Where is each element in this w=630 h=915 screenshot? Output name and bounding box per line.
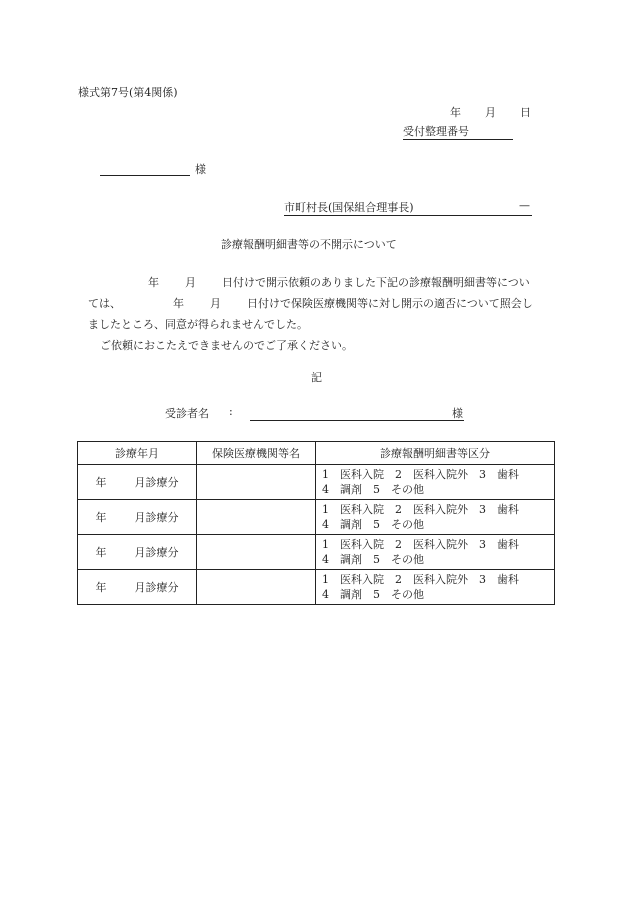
claim-type-line-2: 4 調剤 5 その他 [322,518,424,531]
patient-colon: : [229,405,233,418]
treatment-month-cell [78,570,197,605]
sender-dash: — [519,199,530,212]
body-line-2 [80,293,555,314]
date-day: 日 [520,106,531,119]
claim-type-line-1: 1 医科入院 2 医科入院外 3 歯科 [322,573,519,586]
claim-type-line-1: 1 医科入院 2 医科入院外 3 歯科 [322,538,519,551]
institution-cell [197,465,316,500]
row-month: 月診療分 [134,546,179,559]
claims-table [77,441,555,605]
claim-type-cell [316,570,555,605]
receipt-number-label: 受付整理番号 [403,123,513,140]
body-line2-month: 月 [210,297,221,310]
claim-type-cell [316,535,555,570]
patient-suffix: 様 [452,407,463,420]
header-institution: 保険医療機関等名 [197,442,316,465]
body-line-3: ましたところ、同意が得られませんでした。 [88,318,308,331]
sender-name: 市町村長(国保組合理事長) [284,201,414,214]
date-month: 月 [485,106,496,119]
sender [284,199,532,216]
body-line2-year: 年 [173,297,184,310]
patient-label: 受診者名 [165,407,209,420]
table-row [78,465,555,500]
row-month: 月診療分 [134,476,179,489]
body-line1-month: 月 [185,276,196,289]
body-line1-year: 年 [148,276,159,289]
form-number: 様式第7号(第4関係) [78,86,178,99]
body-line2-start: ては、 [88,297,121,310]
header-treatment-month: 診療年月 [78,442,197,465]
institution-cell [197,570,316,605]
institution-cell [197,535,316,570]
treatment-month-cell [78,535,197,570]
claim-type-line-1: 1 医科入院 2 医科入院外 3 歯科 [322,503,519,516]
claim-type-cell [316,500,555,535]
row-year: 年 [95,581,107,594]
row-year: 年 [95,546,107,559]
body-text [80,272,555,356]
row-year: 年 [95,511,107,524]
row-month: 月診療分 [134,511,179,524]
table-row [78,535,555,570]
header-claim-type: 診療報酬明細書等区分 [316,442,555,465]
body-line-4: ご依頼におこたえできませんのでご了承ください。 [100,339,353,352]
table-row [78,570,555,605]
claim-type-cell [316,465,555,500]
ki-heading: 記 [311,371,322,384]
treatment-month-cell [78,465,197,500]
body-line-1 [80,272,555,293]
claim-type-line-2: 4 調剤 5 その他 [322,553,424,566]
patient-name-blank [250,406,464,421]
body-line2-rest: 日付けで保険医療機関等に対し開示の適否について照会し [247,297,533,310]
table-header-row [78,442,555,465]
row-month: 月診療分 [134,581,179,594]
claim-type-line-2: 4 調剤 5 その他 [322,588,424,601]
claim-type-line-2: 4 調剤 5 その他 [322,483,424,496]
institution-cell [197,500,316,535]
date-line [450,104,531,120]
table-row [78,500,555,535]
claim-type-line-1: 1 医科入院 2 医科入院外 3 歯科 [322,468,519,481]
treatment-month-cell [78,500,197,535]
row-year: 年 [95,476,107,489]
addressee-blank [100,161,190,176]
document-title: 診療報酬明細書等の不開示について [221,238,397,251]
addressee-suffix: 様 [195,163,206,176]
date-year: 年 [450,106,461,119]
body-line1-rest: 日付けで開示依頼のありました下記の診療報酬明細書等につい [222,276,530,289]
